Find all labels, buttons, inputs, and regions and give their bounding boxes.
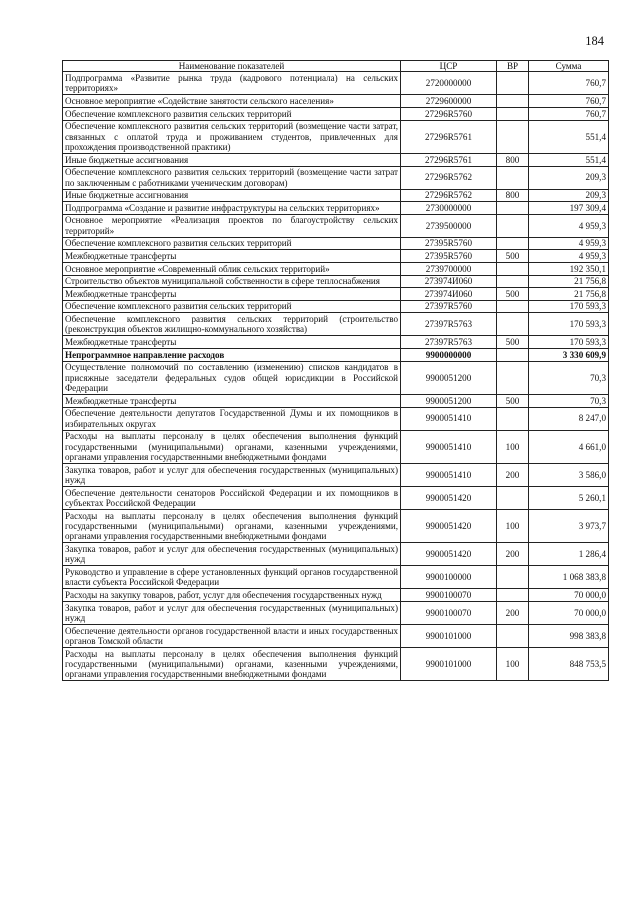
table-row [63, 566, 609, 589]
row-csr-cell: 2730000000 [401, 202, 497, 215]
row-sum-cell: 551,4 [529, 154, 609, 167]
row-vr-cell [497, 348, 529, 361]
row-vr-cell: 200 [497, 543, 529, 566]
row-sum-cell: 760,7 [529, 95, 609, 108]
row-csr-cell: 2739700000 [401, 262, 497, 275]
row-vr-cell [497, 120, 529, 153]
table-row [63, 154, 609, 167]
row-csr-cell: 273974И060 [401, 288, 497, 301]
row-csr-cell: 9900051200 [401, 361, 497, 394]
row-csr-cell: 9900000000 [401, 348, 497, 361]
row-name-cell: Руководство и управление в сфере установленных функций органов государственной власти субъекта Российской Федерации [63, 566, 401, 589]
table-row [63, 275, 609, 288]
row-csr-cell: 2729600000 [401, 95, 497, 108]
row-name-cell: Подпрограмма «Создание и развитие инфраструктуры на сельских территориях» [63, 202, 401, 215]
row-csr-cell: 27296R5760 [401, 108, 497, 121]
row-sum-cell: 4 959,3 [529, 237, 609, 250]
row-sum-cell: 70 000,0 [529, 601, 609, 624]
table-header-row [63, 61, 609, 72]
row-name-cell: Осуществление полномочий по составлению (изменению) списков кандидатов в присяжные заседатели федеральных судов общей юрисдикции в Российской Федерации [63, 361, 401, 394]
row-vr-cell [497, 486, 529, 509]
row-csr-cell: 2720000000 [401, 72, 497, 95]
table-row [63, 624, 609, 647]
row-sum-cell: 197 309,4 [529, 202, 609, 215]
table-row [63, 202, 609, 215]
row-csr-cell: 9900051410 [401, 407, 497, 430]
row-name-cell: Обеспечение комплексного развития сельских территорий [63, 300, 401, 313]
row-name-cell: Расходы на выплаты персоналу в целях обеспечения выполнения функций государственными (муниципальными) органами, казенными учреждениями, органами управления государственными внебюджетными фондами [63, 509, 401, 542]
row-sum-cell: 170 593,3 [529, 313, 609, 336]
row-vr-cell [497, 300, 529, 313]
row-name-cell: Закупка товаров, работ и услуг для обеспечения государственных (муниципальных) нужд [63, 543, 401, 566]
row-name-cell: Строительство объектов муниципальной собственности в сфере теплоснабжения [63, 275, 401, 288]
row-name-cell: Расходы на выплаты персоналу в целях обеспечения выполнения функций государственными (муниципальными) органами, казенными учреждениями, органами управления государственными внебюджетными фондами [63, 430, 401, 463]
row-sum-cell: 8 247,0 [529, 407, 609, 430]
row-name-cell: Обеспечение деятельности сенаторов Российской Федерации и их помощников в субъектах Российской Федерации [63, 486, 401, 509]
row-sum-cell: 760,7 [529, 108, 609, 121]
row-name-cell: Межбюджетные трансферты [63, 336, 401, 349]
row-csr-cell: 27395R5760 [401, 237, 497, 250]
row-vr-cell [497, 202, 529, 215]
row-vr-cell [497, 108, 529, 121]
header-csr: ЦСР [401, 61, 497, 72]
row-csr-cell: 27397R5760 [401, 300, 497, 313]
row-name-cell: Закупка товаров, работ и услуг для обеспечения государственных (муниципальных) нужд [63, 601, 401, 624]
row-csr-cell: 9900100070 [401, 589, 497, 602]
row-sum-cell: 209,3 [529, 166, 609, 189]
row-csr-cell: 27397R5763 [401, 313, 497, 336]
row-name-cell: Обеспечение комплексного развития сельских территорий [63, 237, 401, 250]
row-csr-cell: 9900100000 [401, 566, 497, 589]
row-vr-cell [497, 589, 529, 602]
row-csr-cell: 2739500000 [401, 214, 497, 237]
table-row [63, 262, 609, 275]
row-sum-cell: 70,3 [529, 361, 609, 394]
row-csr-cell: 27296R5762 [401, 189, 497, 202]
row-sum-cell: 1 286,4 [529, 543, 609, 566]
row-name-cell: Межбюджетные трансферты [63, 250, 401, 263]
row-sum-cell: 209,3 [529, 189, 609, 202]
table-row [63, 589, 609, 602]
table-row [63, 166, 609, 189]
row-sum-cell: 21 756,8 [529, 288, 609, 301]
row-name-cell: Расходы на выплаты персоналу в целях обеспечения выполнения функций государственными (муниципальными) органами, казенными учреждениями, органами управления государственными внебюджетными фондами [63, 647, 401, 680]
table-row [63, 237, 609, 250]
row-sum-cell: 4 959,3 [529, 214, 609, 237]
row-vr-cell [497, 313, 529, 336]
row-vr-cell: 200 [497, 463, 529, 486]
row-name-cell: Обеспечение деятельности органов государственной власти и иных государственных органов Томской области [63, 624, 401, 647]
row-csr-cell: 9900101000 [401, 647, 497, 680]
row-name-cell: Обеспечение комплексного развития сельских территорий (возмещение части затрат по заключенным с работниками ученическим договорам) [63, 166, 401, 189]
row-csr-cell: 273974И060 [401, 275, 497, 288]
row-csr-cell: 9900051200 [401, 394, 497, 407]
row-sum-cell: 170 593,3 [529, 336, 609, 349]
row-sum-cell: 3 973,7 [529, 509, 609, 542]
row-vr-cell [497, 72, 529, 95]
row-sum-cell: 21 756,8 [529, 275, 609, 288]
table-row [63, 647, 609, 680]
row-csr-cell: 27296R5761 [401, 120, 497, 153]
table-row [63, 394, 609, 407]
row-vr-cell [497, 262, 529, 275]
row-sum-cell: 1 068 383,8 [529, 566, 609, 589]
row-vr-cell: 800 [497, 154, 529, 167]
row-vr-cell: 100 [497, 430, 529, 463]
row-vr-cell: 500 [497, 288, 529, 301]
row-vr-cell: 100 [497, 647, 529, 680]
row-name-cell: Межбюджетные трансферты [63, 394, 401, 407]
table-row [63, 348, 609, 361]
row-vr-cell: 100 [497, 509, 529, 542]
row-vr-cell [497, 624, 529, 647]
row-sum-cell: 4 959,3 [529, 250, 609, 263]
table-row [63, 543, 609, 566]
table-row [63, 288, 609, 301]
table-row [63, 120, 609, 153]
table-row [63, 601, 609, 624]
row-sum-cell: 70 000,0 [529, 589, 609, 602]
row-sum-cell: 3 586,0 [529, 463, 609, 486]
budget-table [62, 60, 609, 681]
row-vr-cell [497, 407, 529, 430]
row-name-cell: Основное мероприятие «Современный облик сельских территорий» [63, 262, 401, 275]
row-csr-cell: 9900051420 [401, 543, 497, 566]
row-csr-cell: 9900101000 [401, 624, 497, 647]
row-sum-cell: 3 330 609,9 [529, 348, 609, 361]
table-row [63, 430, 609, 463]
row-csr-cell: 27395R5760 [401, 250, 497, 263]
row-name-cell: Непрограммное направление расходов [63, 348, 401, 361]
row-name-cell: Подпрограмма «Развитие рынка труда (кадрового потенциала) на сельских территориях» [63, 72, 401, 95]
row-name-cell: Иные бюджетные ассигнования [63, 189, 401, 202]
table-row [63, 407, 609, 430]
row-sum-cell: 70,3 [529, 394, 609, 407]
header-sum: Сумма [529, 61, 609, 72]
row-sum-cell: 551,4 [529, 120, 609, 153]
table-row [63, 250, 609, 263]
table-row [63, 214, 609, 237]
row-name-cell: Обеспечение комплексного развития сельских территорий [63, 108, 401, 121]
row-csr-cell: 27296R5761 [401, 154, 497, 167]
table-row [63, 336, 609, 349]
row-sum-cell: 5 260,1 [529, 486, 609, 509]
row-name-cell: Обеспечение деятельности депутатов Государственной Думы и их помощников в избирательных округах [63, 407, 401, 430]
row-sum-cell: 998 383,8 [529, 624, 609, 647]
row-sum-cell: 170 593,3 [529, 300, 609, 313]
row-vr-cell [497, 275, 529, 288]
header-vr: ВР [497, 61, 529, 72]
table-row [63, 361, 609, 394]
row-vr-cell: 800 [497, 189, 529, 202]
row-name-cell: Иные бюджетные ассигнования [63, 154, 401, 167]
row-csr-cell: 9900051420 [401, 486, 497, 509]
row-vr-cell [497, 166, 529, 189]
table-row [63, 95, 609, 108]
row-name-cell: Расходы на закупку товаров, работ, услуг для обеспечения государственных нужд [63, 589, 401, 602]
table-row [63, 108, 609, 121]
row-vr-cell [497, 361, 529, 394]
row-csr-cell: 9900051410 [401, 463, 497, 486]
table-row [63, 486, 609, 509]
row-name-cell: Закупка товаров, работ и услуг для обеспечения государственных (муниципальных) нужд [63, 463, 401, 486]
row-name-cell: Обеспечение комплексного развития сельских территорий (возмещение части затрат, связанных с оплатой труда и проживанием студентов, привлеченных для прохождения производственной практики) [63, 120, 401, 153]
row-name-cell: Основное мероприятие «Содействие занятости сельского населения» [63, 95, 401, 108]
row-vr-cell [497, 237, 529, 250]
row-sum-cell: 760,7 [529, 72, 609, 95]
table-body [63, 72, 609, 681]
row-name-cell: Обеспечение комплексного развития сельских территорий (строительство (реконструкция объектов жилищно-коммунального хозяйства) [63, 313, 401, 336]
row-sum-cell: 192 350,1 [529, 262, 609, 275]
row-vr-cell [497, 95, 529, 108]
row-name-cell: Основное мероприятие «Реализация проектов по благоустройству сельских территорий» [63, 214, 401, 237]
row-vr-cell: 500 [497, 394, 529, 407]
row-name-cell: Межбюджетные трансферты [63, 288, 401, 301]
row-csr-cell: 9900100070 [401, 601, 497, 624]
row-sum-cell: 4 661,0 [529, 430, 609, 463]
row-vr-cell [497, 214, 529, 237]
row-csr-cell: 27397R5763 [401, 336, 497, 349]
table-row [63, 509, 609, 542]
row-csr-cell: 9900051420 [401, 509, 497, 542]
table-row [63, 300, 609, 313]
row-sum-cell: 848 753,5 [529, 647, 609, 680]
row-csr-cell: 9900051410 [401, 430, 497, 463]
row-vr-cell [497, 566, 529, 589]
table-row [63, 72, 609, 95]
header-name: Наименование показателей [63, 61, 401, 72]
page-number: 184 [585, 34, 604, 48]
row-vr-cell: 500 [497, 250, 529, 263]
table-row [63, 463, 609, 486]
row-vr-cell: 500 [497, 336, 529, 349]
row-vr-cell: 200 [497, 601, 529, 624]
table-row [63, 313, 609, 336]
row-csr-cell: 27296R5762 [401, 166, 497, 189]
table-row [63, 189, 609, 202]
